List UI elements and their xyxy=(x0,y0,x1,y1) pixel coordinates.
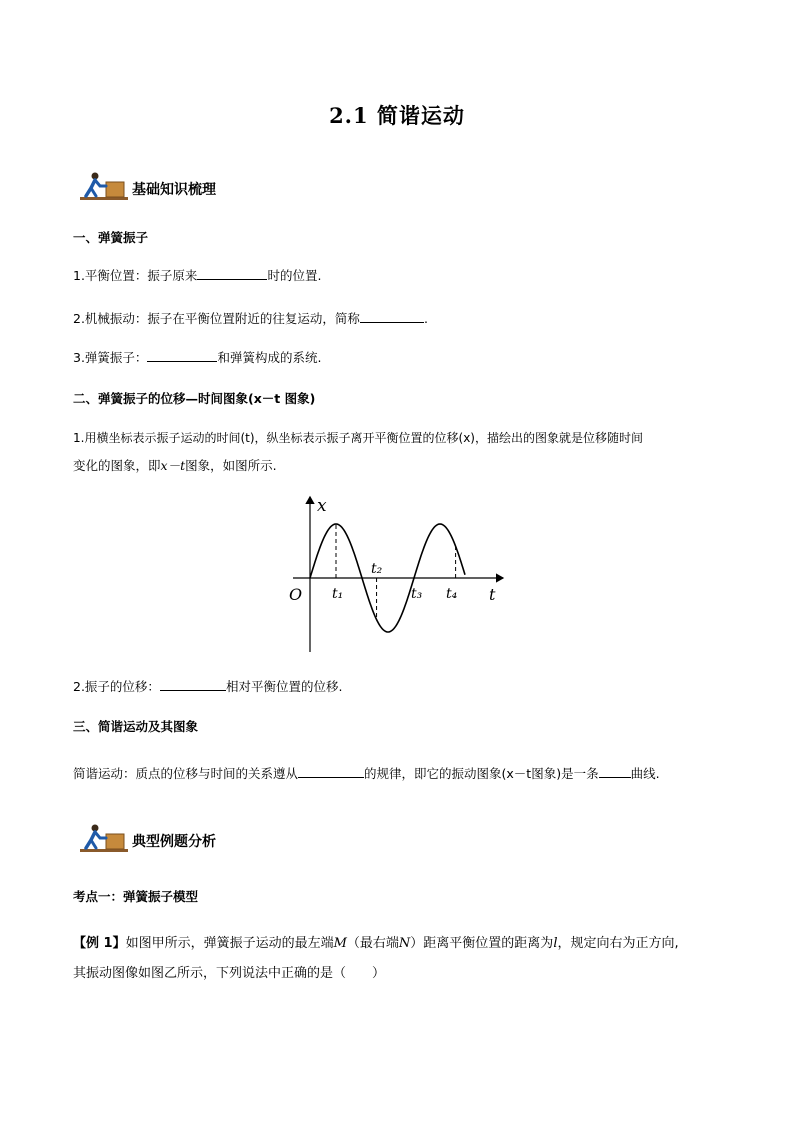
displacement-time-graph xyxy=(285,492,515,657)
math-text: x－t xyxy=(160,458,186,473)
t3-label: t₃ xyxy=(411,586,423,602)
text: 简谐运动：质点的位移与时间的关系遵从 xyxy=(73,766,299,781)
text: 其振动图像如图乙所示，下列说法中正确的是（ ） xyxy=(73,966,386,981)
text: 2.振子的位移： xyxy=(73,679,160,694)
text: 时的位置. xyxy=(267,268,322,283)
math-text: N xyxy=(398,936,411,951)
text: 的规律，即它的振动图象(x－t图象)是一条 xyxy=(364,766,599,781)
text: 曲线. xyxy=(630,766,660,781)
text: . xyxy=(423,311,428,326)
fill-blank xyxy=(147,348,217,362)
text: 2.机械振动：振子在平衡位置附近的往复运动，简称 xyxy=(73,311,360,326)
part3-line1 xyxy=(73,764,660,784)
part2-line1a: 1.用横坐标表示振子运动的时间(t)，纵坐标表示振子离开平衡位置的位移(x)，描绘出的图象就是位移随时间 xyxy=(73,431,643,445)
text: 图象，如图所示. xyxy=(185,458,277,473)
page-title: 2.1 简谐运动 xyxy=(329,103,465,128)
x-axis-label: t xyxy=(489,585,496,604)
text: 相对平衡位置的位移. xyxy=(225,679,343,694)
t2-label: t₂ xyxy=(371,561,383,577)
math-text: l xyxy=(553,936,558,951)
text: 1.平衡位置：振子原来 xyxy=(73,268,198,283)
fill-blank xyxy=(197,266,267,280)
part1-line1 xyxy=(73,266,321,286)
math-text: M xyxy=(333,936,347,951)
t4-label: t₄ xyxy=(446,586,458,602)
example-label: 【例 1】 xyxy=(73,936,126,951)
origin-label: O xyxy=(289,585,303,604)
fill-blank xyxy=(360,309,424,323)
pushing-box-icon xyxy=(78,822,130,854)
part2-heading: 二、弹簧振子的位移—时间图象(x－t 图象) xyxy=(73,391,316,406)
section-title: 典型例题分析 xyxy=(132,834,216,850)
text: ）距离平衡位置的距离为 xyxy=(410,936,554,951)
fill-blank xyxy=(298,764,364,778)
text: 变化的图象，即 xyxy=(73,458,161,473)
part1-line3 xyxy=(73,348,321,368)
text: 3.弹簧振子： xyxy=(73,350,148,365)
example-1-text xyxy=(73,929,733,989)
section-title: 基础知识梳理 xyxy=(132,182,216,198)
text: 如图甲所示，弹簧振子运动的最左端 xyxy=(125,936,334,951)
section-header-examples xyxy=(78,822,216,854)
text: ，规定向右为正方向, xyxy=(557,936,679,951)
part2-line2 xyxy=(73,677,342,697)
text: （最右端 xyxy=(346,936,399,951)
part2-line1b xyxy=(73,456,277,476)
part3-heading: 三、简谐运动及其图象 xyxy=(73,719,199,734)
part1-heading: 一、弹簧振子 xyxy=(73,230,149,245)
section-header-basics xyxy=(78,170,216,202)
pushing-box-icon xyxy=(78,170,130,202)
example-point-heading: 考点一：弹簧振子模型 xyxy=(73,889,199,904)
part1-line2 xyxy=(73,309,428,329)
text: 和弹簧构成的系统. xyxy=(217,350,322,365)
fill-blank xyxy=(160,677,226,691)
fill-blank xyxy=(599,764,631,778)
y-axis-label: x xyxy=(317,496,327,516)
t1-label: t₁ xyxy=(332,586,344,602)
